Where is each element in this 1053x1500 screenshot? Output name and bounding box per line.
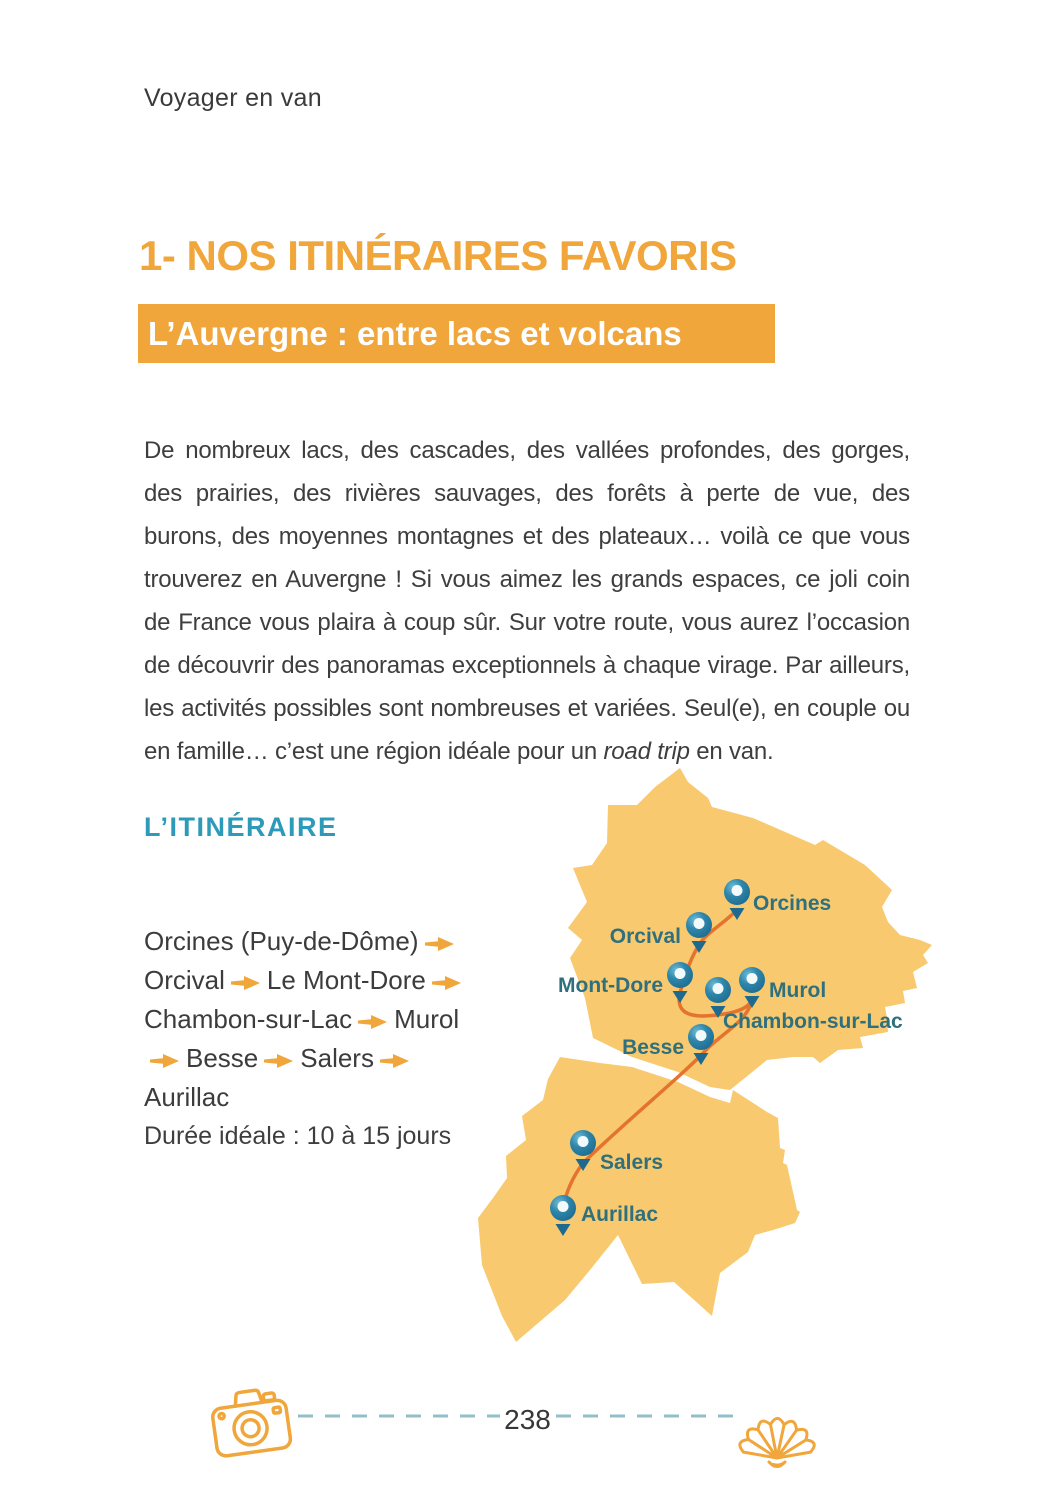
route-arrow-icon	[358, 1014, 388, 1030]
route-arrow-icon	[432, 975, 462, 991]
itinerary-stop: Le Mont-Dore	[266, 965, 426, 995]
intro-paragraph	[144, 429, 910, 773]
route-arrow-icon	[150, 1053, 180, 1069]
map-label-orcines: Orcines	[753, 892, 832, 915]
map-label-besse: Besse	[622, 1036, 684, 1059]
camera-icon	[200, 1372, 304, 1476]
map-label-salers: Salers	[600, 1151, 664, 1174]
map-label-aurillac: Aurillac	[581, 1203, 659, 1226]
map-label-murol: Murol	[769, 979, 827, 1002]
itinerary-stop: Salers	[300, 1043, 374, 1073]
itinerary-stop: Murol	[394, 1004, 460, 1034]
paragraph-text: De nombreux lacs, des cascades, des vallées profondes, des gorges, des prairies, des rivières sauvages, des forêts à perte de vue, des burons, des moyennes montagnes et des plateaux… voilà ce que vous trouverez en Auvergne ! Si vous aimez les grands espaces, ce joli coin de France vous plaira à coup sûr. Sur votre route, vous aurez l’occasion de découvrir des panoramas exceptionnels à chaque virage. Par ailleurs, les activités possibles sont nombreuses et variées. Seul(e), en couple ou en famille… c’est une région idéale pour un	[144, 437, 910, 765]
itinerary-heading: L’ITINÉRAIRE	[144, 812, 338, 842]
itinerary-stop: Orcival	[144, 965, 225, 995]
itinerary-stop: Aurillac	[144, 1082, 230, 1112]
running-header: Voyager en van	[144, 84, 322, 112]
section-banner: L’Auvergne : entre lacs et volcans	[138, 304, 775, 363]
route-arrow-icon	[380, 1053, 410, 1069]
itinerary-stop: Chambon-sur-Lac	[144, 1004, 353, 1034]
route-arrow-icon	[425, 936, 455, 952]
route-arrow-icon	[264, 1053, 294, 1069]
itinerary-duration: Durée idéale : 10 à 15 jours	[144, 1122, 452, 1150]
scallop-shell-icon	[733, 1374, 825, 1474]
chapter-title: 1- NOS ITINÉRAIRES FAVORIS	[139, 232, 737, 279]
map-label-chambon: Chambon-sur-Lac	[723, 1010, 903, 1033]
route-arrow-icon	[231, 975, 261, 991]
paragraph-text-end: en van.	[689, 738, 774, 765]
footer-dash-right	[556, 1412, 738, 1420]
itinerary-route-list	[144, 922, 474, 1117]
page-number: 238	[504, 1404, 551, 1435]
footer-dash-left	[298, 1412, 500, 1420]
map-label-mont-dore: Mont-Dore	[558, 974, 663, 997]
paragraph-italic-phrase: road trip	[603, 738, 690, 765]
map-region-cantal	[478, 1057, 800, 1342]
auvergne-map	[460, 750, 1053, 1350]
itinerary-stop: Orcines (Puy-de-Dôme)	[144, 926, 419, 956]
itinerary-stop: Besse	[186, 1043, 259, 1073]
map-label-orcival: Orcival	[609, 925, 681, 948]
